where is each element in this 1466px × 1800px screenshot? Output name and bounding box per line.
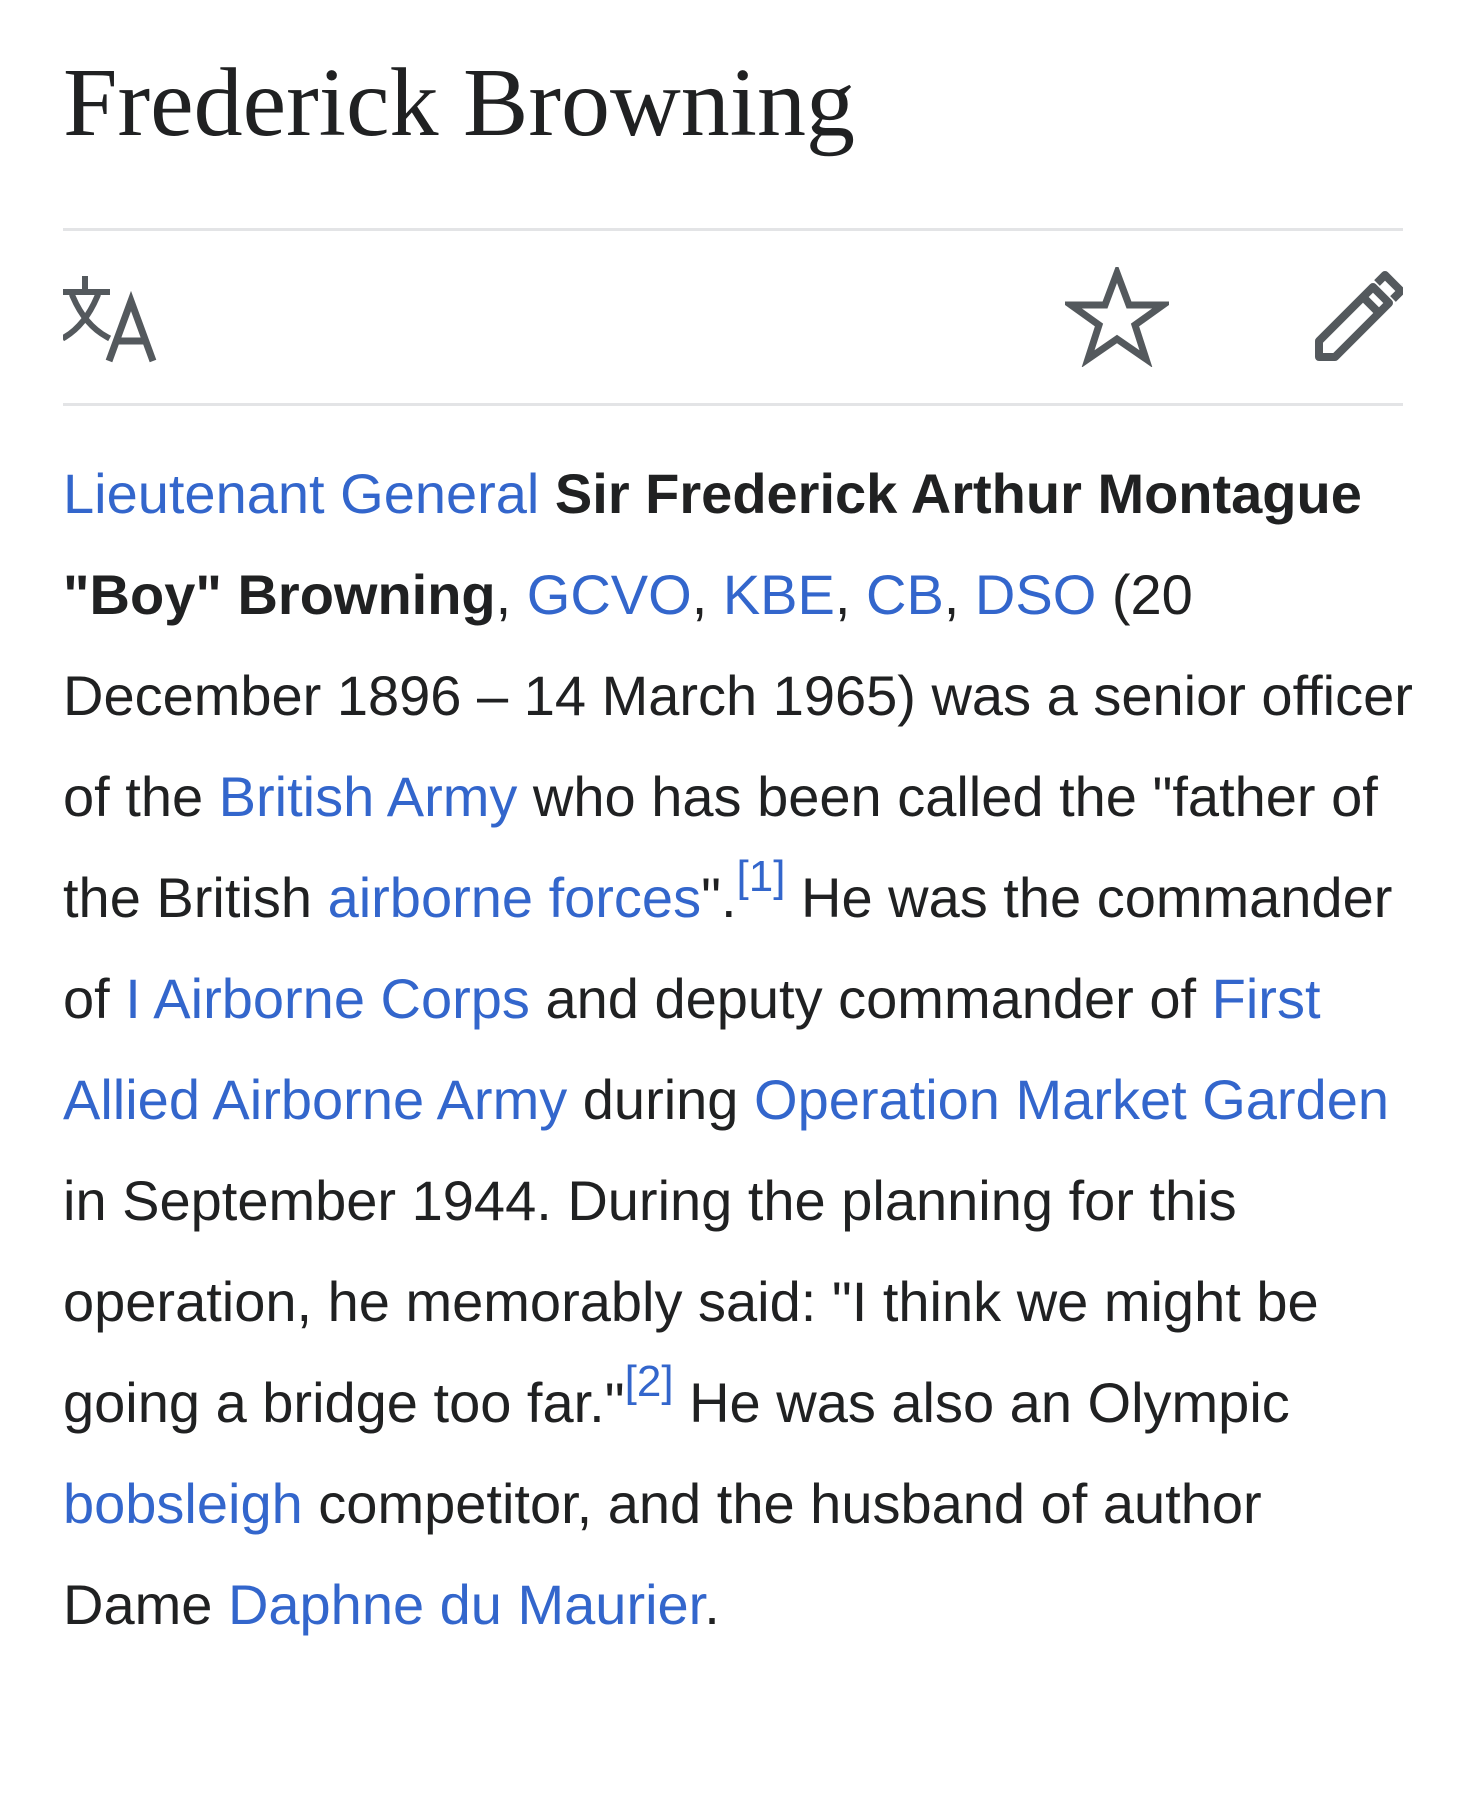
- text-span: in September 1944. During the planning for this operation, he memorably said: "I think we might be going a bridge too far.": [63, 1169, 1319, 1434]
- intro-paragraph: [63, 443, 1413, 1655]
- pencil-icon[interactable]: [1311, 271, 1403, 363]
- text-span: who has been called the "father of the British: [63, 765, 1378, 929]
- text-span: .: [704, 1573, 720, 1636]
- page-title: Frederick Browning: [63, 49, 855, 157]
- link-british-army[interactable]: British Army: [218, 765, 518, 828]
- text-span: He was the commander of: [63, 866, 1393, 1030]
- text-span: ,: [691, 563, 723, 626]
- link-airborne-forces[interactable]: airborne forces: [327, 866, 702, 929]
- language-translate-icon[interactable]: [63, 275, 163, 365]
- text-span: (20 December 1896 – 14 March 1965) was a senior officer of the: [63, 563, 1413, 828]
- link-lieutenant-general[interactable]: Lieutenant General: [63, 462, 540, 525]
- text-span: during: [567, 1068, 755, 1131]
- page-actions-toolbar: [63, 231, 1403, 403]
- link-gcvo[interactable]: GCVO: [526, 563, 692, 626]
- text-span: ,: [495, 563, 527, 626]
- text-span: ".: [701, 866, 737, 929]
- reference-1: [737, 852, 786, 901]
- toolbar-divider: [63, 403, 1403, 406]
- link-kbe[interactable]: KBE: [722, 563, 835, 626]
- star-icon[interactable]: [1065, 267, 1169, 367]
- link-cb[interactable]: CB: [866, 563, 944, 626]
- article-intro: [63, 443, 1413, 1655]
- subject-name: Sir Frederick Arthur Montague "Boy" Browning: [63, 462, 1362, 626]
- link-i-airborne-corps[interactable]: I Airborne Corps: [125, 967, 530, 1030]
- reference-link-1[interactable]: [1]: [736, 852, 786, 901]
- text-span: He was also an Olympic: [673, 1371, 1290, 1434]
- link-first-allied-airborne-army[interactable]: First Allied Airborne Army: [63, 967, 1321, 1131]
- reference-link-2[interactable]: [2]: [624, 1357, 674, 1406]
- text-span: ,: [834, 563, 866, 626]
- text-span: competitor, and the husband of author Dame: [63, 1472, 1262, 1636]
- link-operation-market-garden[interactable]: Operation Market Garden: [754, 1068, 1389, 1131]
- link-daphne-du-maurier[interactable]: Daphne du Maurier: [227, 1573, 705, 1636]
- text-span: and deputy commander of: [529, 967, 1212, 1030]
- link-dso[interactable]: DSO: [974, 563, 1097, 626]
- text-span: ,: [943, 563, 975, 626]
- link-bobsleigh[interactable]: bobsleigh: [63, 1472, 303, 1535]
- reference-2: [625, 1357, 674, 1406]
- text-span: [539, 462, 555, 525]
